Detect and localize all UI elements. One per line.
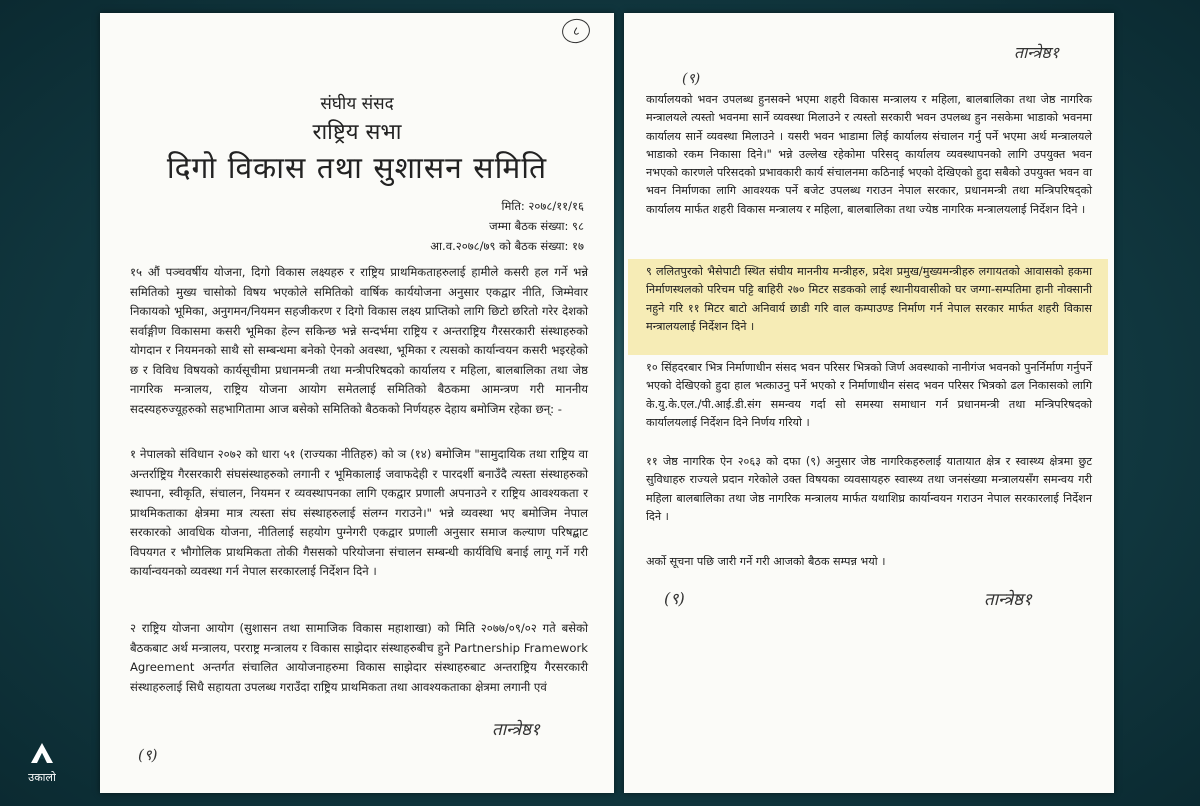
total-meetings: जम्मा बैठक संख्या: ९८ — [489, 219, 584, 233]
decision-10: १० सिंहदरबार भित्र निर्माणाधीन संसद भवन परिसर भित्रको जिर्ण अवस्थाको नानीगंज भवनको पुनर्निर्माण गर्नुपर्ने भएको देखिएको हुदा हाल भत्काउनु पर्ने भएको र निर्माणाधीन संसद भवन परिसर भित्रको ढल निकासको लागि के.यु.के.एल./पी.आई.डी.संग समन्वय गर्दा सो समस्या समाधान गर्न प्रधानमन्त्री तथा मन्त्रिपरिषदको कार्यालयलाई निर्देशन दिने निर्णय गरियो । — [646, 361, 1092, 429]
document-page-left — [100, 13, 614, 793]
top-signature: तान्त्रेष्ठ१ — [1014, 43, 1060, 62]
logo-label: उकालो — [28, 771, 56, 784]
bottom-initials: (९) — [664, 589, 685, 608]
decision-1: १ नेपालको संविधान २०७२ को धारा ५१ (राज्यका नीतिहरु) को ञ (१४) बमोजिम "सामुदायिक तथा राष्ट्रिय वा अन्तर्राष्ट्रिय गैरसरकारी संघसंस्थाहरुको लगानी र भूमिकालाई जवाफदेही र पारदर्शी बनाउँदै त्यस्ता संस्थाहरुको स्थापना, स्वीकृति, संचालन, नियमन र व्यवस्थापनका लागि एकद्वार प्रणाली अपनाउने र राष्ट्रिय आवश्यकता र प्राथमिकताका क्षेत्रमा मात्र त्यस्ता संघ संस्थाहरुलाई संलग्न गराउने।" भन्ने व्यवस्था भए बमोजिम नेपाल सरकारको आवधिक योजना, नीतिलाई सहयोग पुग्नेगरी एकद्वार प्रणाली अनुसार समाज कल्याण परिषद्बाट विपयगत र भौगोलिक प्राथमिकता तोकी गैससको परियोजना संचालन सम्बन्धी कार्यविधि बनाई लागू गर्ने गरी कार्यान्वयनको व्यवस्था गर्न नेपाल सरकारलाई निर्देशन दिने । — [130, 447, 588, 578]
fy-meeting-count: आ.व.२०७८/७९ को बैठक संख्या: १७ — [430, 239, 584, 253]
intro-paragraph: १५ औं पञ्चवर्षीय योजना, दिगो विकास लक्ष्यहरु र राष्ट्रिय प्राथमिकताहरुलाई हामीले कसरी हल गर्ने भन्ने समितिको मुख्य चासोको विषय भएकोले समितिको वार्षिक कार्ययोजना अनुसार एकद्वार नीति, जिम्मेवार निकायको भूमिका, अनुगमन/नियमन सहजीकरण र दिगो विकास लक्ष्य प्राप्तिको लागि छिटो छरितो गरेर देशको सर्वाङ्गीण विकासमा कसरी भूमिका हेल्न सकिन्छ भन्ने सन्दर्भमा राष्ट्रिय र अन्तराष्ट्रिय गैरसरकारी संस्थाहरुको योगदान र नियमनको साथै सो सम्बन्धमा बनेको ऐनको अवस्था, भूमिका र त्यसको कार्यान्वयन कसरी भइरहेको छ र विविध विषयको कार्यसूचीमा प्रधानमन्त्री तथा मन्त्रीपरिषदको कार्यालय र महिला, बालबालिका तथा जेष्ठ नागरिक मन्त्रालय, राष्ट्रिय योजना आयोग समेतलाई समितिको बैठकमा आमन्त्रण गरी माननीय सदस्यहरुज्यूहरुको सहभागितामा आज बसेको समितिको बैठकको निर्णयहरु देहाय बमोजिम रहेका छन्: - — [130, 265, 588, 416]
ukalo-logo — [22, 742, 62, 785]
document-page-right — [624, 13, 1114, 793]
closing-line: अर्को सूचना पछि जारी गर्ने गरी आजको बैठक सम्पन्न भयो । — [646, 555, 886, 568]
ukalo-logo-icon — [30, 749, 54, 768]
decision-9-highlighted: ९ ललितपुरको भैसेपाटी स्थित संघीय माननीय मन्त्रीहरु, प्रदेश प्रमुख/मुख्यमन्त्रीहरु लगायतको आवासको हकमा निर्माणस्थलको परिचम पट्टि बाहिरी २७० मिटर सडकको लाई स्थानीयवासीको घर जग्गा-सम्पतिमा हानी नोक्सानी नहुने गरि ११ मिटर बाटो अनिवार्य छाडी गरि वाल कम्पाउण्ड निर्माण गर्न नेपाल सरकार मार्फत शहरी विकास मन्त्रालयलाई निर्देशन दिने । — [646, 265, 1092, 333]
paragraph-continued: कार्यालयको भवन उपलब्ध हुनसक्ने भएमा शहरी विकास मन्त्रालय र महिला, बालबालिका तथा जेष्ठ नागरिक मन्त्रालयले त्यस्तो भवनमा सार्ने व्यवस्था मिलाउने र त्यस्तो सरकारी भवन उपलब्ध हुन नसकेमा भाडाको भवनमा कार्यालय सार्ने व्यवस्था मिलाउने । यसरी भवन भाडामा लिई कार्यालय संचालन गर्नु पर्ने भएमा अर्थ मन्त्रालयले भाडाको रकम निकासा दिने।" भन्ने उल्लेख रहेकोमा परिसद् कार्यालय व्यवस्थापनको लागि उपयुक्त भवन नभएको कारणले परिसदको प्रभावकारी कार्य संचालनमा कठिनाई भएको देखिएको हुदा सबैको उपयुक्त भवन वा भवन निर्माणका लागि आवश्यक पर्ने बजेट उपलब्ध गराउन नेपाल सरकार, प्रधानमन्त्री तथा मन्त्रिपरिषद्को कार्यालय मार्फत शहरी विकास मन्त्रालय र महिला, बालबालिका तथा ज्येष्ठ नागरिक मन्त्रालयलाई निर्देशन दिने । — [646, 93, 1092, 216]
bottom-signature: तान्त्रेष्ठ१ — [984, 590, 1032, 610]
meeting-date: मिति: २०७८/११/१६ — [501, 199, 584, 213]
decision-2: २ राष्ट्रिय योजना आयोग (सुशासन तथा सामाजिक विकास महाशाखा) को मिति २०७७/०९/०२ गते बसेको बैठकबाट अर्थ मन्त्रालय, परराष्ट्र मन्त्रालय र विकास साझेदार संस्थाहरुबीच हुने Partnership Framework Agreement अन्तर्गत संचालित आयोजनाहरुमा विकास साझेदार संस्थाहरुबाट अन्तराष्ट्रिय गैरसरकारी संस्थाहरुलाई सिधै सहायता उपलब्ध गराउँदा राष्ट्रिय प्राथमिकता तथा आवश्यकताका क्षेत्रमा लगानी एवं — [130, 621, 588, 694]
initials-signature: (९) — [138, 746, 158, 764]
header-committee: दिगो विकास तथा सुशासन समिति — [166, 151, 548, 186]
header-parliament: संघीय संसद — [320, 94, 394, 114]
header-national-assembly: राष्ट्रिय सभा — [312, 120, 402, 145]
top-initials: (९) — [682, 71, 701, 87]
chair-signature: तान्त्रेष्ठ१ — [492, 720, 540, 740]
decision-11: ११ जेष्ठ नागरिक ऐन २०६३ को दफा (९) अनुसार जेष्ठ नागरिकहरुलाई यातायात क्षेत्र र स्वास्थ्य क्षेत्रमा छुट सुविधाहरु राज्यले प्रदान गरेकोले उक्त विषयका व्यवसायहरु स्वास्थ्य तथा जनसंख्या मन्त्रालयसँग समन्वय गरी महिला बालबालिका तथा जेष्ठ नागरिक मन्त्रालय मार्फत यथाशिघ्र कार्यान्वयन गराउन नेपाल सरकारलाई निर्देशन दिने । — [646, 455, 1092, 523]
page-number: ८ — [560, 17, 592, 45]
